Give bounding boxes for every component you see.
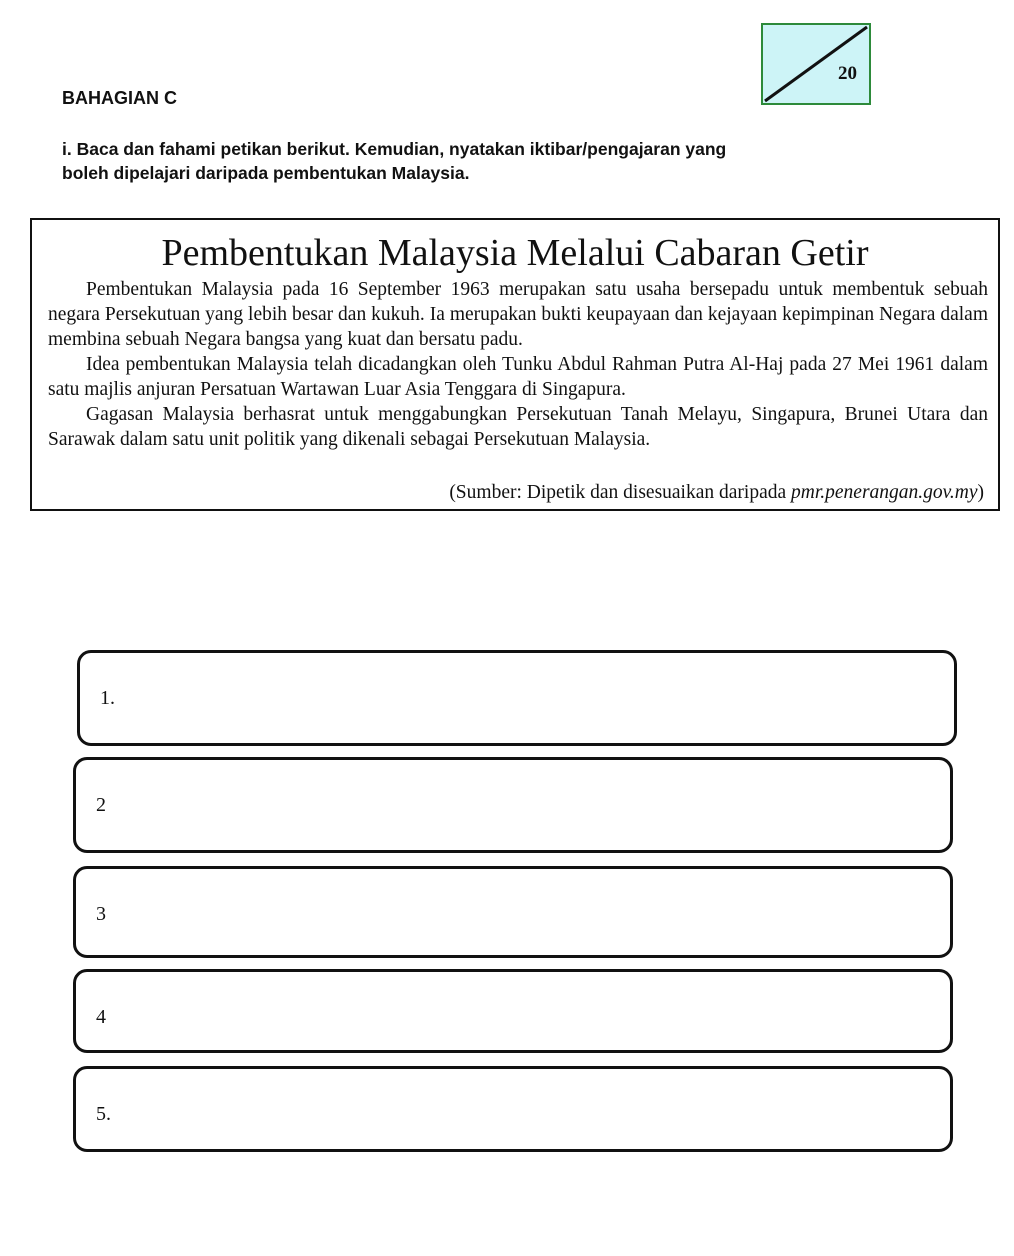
section-title: BAHAGIAN C <box>62 88 177 108</box>
answer-label-1: 1. <box>100 687 115 709</box>
passage-source <box>449 482 984 504</box>
source-prefix: (Sumber: Dipetik dan disesuaikan daripada <box>449 482 792 503</box>
instruction-line-1: i. Baca dan fahami petikan berikut. Kemudian, nyatakan iktibar/pengajaran yang <box>62 139 727 159</box>
answer-label-5: 5. <box>96 1103 111 1125</box>
answer-label-3: 3 <box>96 903 106 925</box>
question-instruction <box>62 137 862 185</box>
answer-box-3[interactable] <box>73 866 953 958</box>
passage-paragraph-2: Idea pembentukan Malaysia telah dicadangkan oleh Tunku Abdul Rahman Putra Al-Haj pada 27 Mei 1961 dalam satu majlis anjuran Persatuan Wartawan Luar Asia Tenggara di Singapura. <box>48 354 988 400</box>
answer-box-1[interactable] <box>77 650 957 746</box>
score-total: 20 <box>838 63 857 84</box>
answer-label-2: 2 <box>96 794 106 816</box>
passage-title: Pembentukan Malaysia Melalui Cabaran Getir <box>161 232 869 274</box>
score-box <box>761 23 871 105</box>
passage-box <box>30 218 1000 511</box>
passage-body <box>48 277 988 452</box>
answer-box-2[interactable] <box>73 757 953 853</box>
source-suffix: ) <box>977 482 984 503</box>
passage-paragraph-1: Pembentukan Malaysia pada 16 September 1963 merupakan satu usaha bersepadu untuk membentuk sebuah negara Persekutuan yang lebih besar dan kukuh. Ia merupakan bukti keupayaan dan kejayaan kepimpinan Negara dalam membina sebuah Negara bangsa yang kuat dan bersatu padu. <box>48 279 988 350</box>
answer-box-5[interactable] <box>73 1066 953 1152</box>
answer-box-4[interactable] <box>73 969 953 1053</box>
source-link: pmr.penerangan.gov.my <box>791 482 978 503</box>
passage-paragraph-3: Gagasan Malaysia berhasrat untuk menggabungkan Persekutuan Tanah Melayu, Singapura, Brunei Utara dan Sarawak dalam satu unit politik yang dikenali sebagai Persekutuan Malaysia. <box>48 404 988 450</box>
answer-label-4: 4 <box>96 1006 106 1028</box>
instruction-line-2: boleh dipelajari daripada pembentukan Malaysia. <box>62 163 470 183</box>
